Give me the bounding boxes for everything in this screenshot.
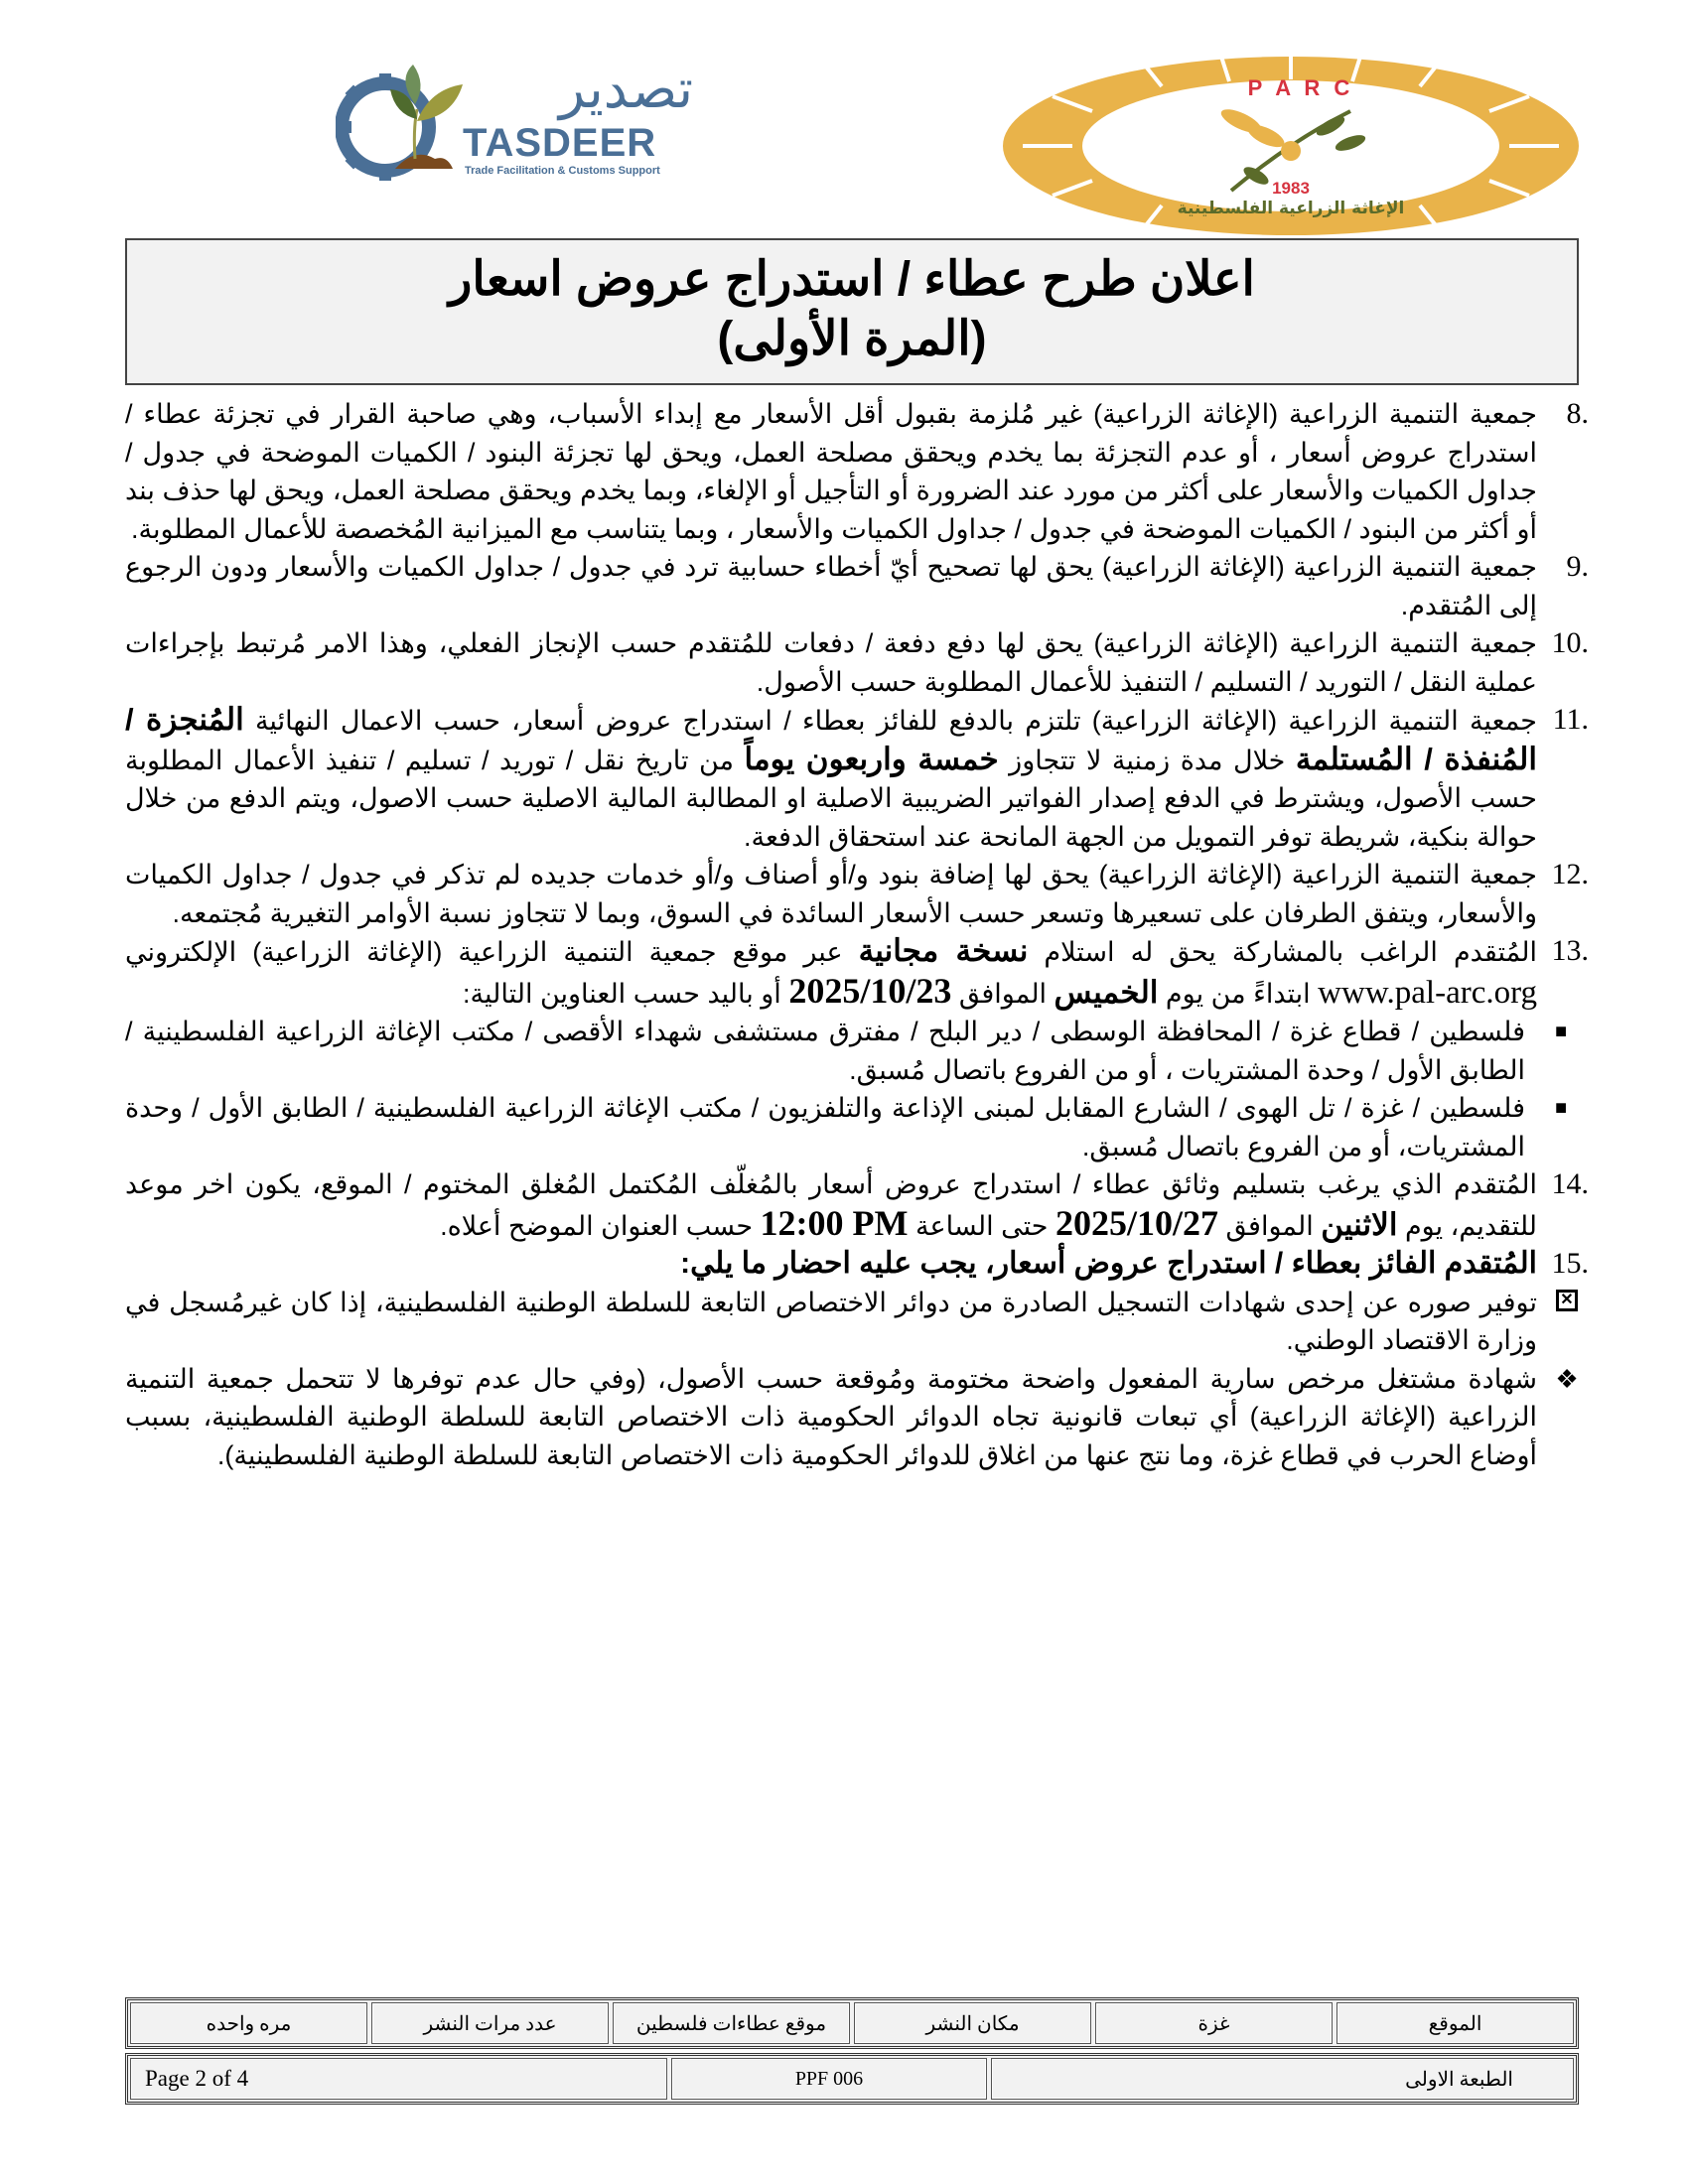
edition-label: الطبعة الاولى	[991, 2058, 1574, 2100]
tasdeer-tagline: Trade Facilitation & Customs Support	[465, 165, 660, 177]
item-text: جمعية التنمية الزراعية (الإغاثة الزراعية) يحق لها تصحيح أيّ أخطاء حسابية ترد في جدول / جداول الكميات والأسعار ودون الرجوع إلى المُتقدم.	[125, 552, 1537, 620]
term-item-12	[125, 856, 1589, 932]
payment-period-emphasis: خمسة واربعون يوماً	[744, 741, 999, 776]
page-title: اعلان طرح عطاء / استدراج عروض اسعار	[449, 253, 1255, 306]
publish-place-label: مكان النشر	[854, 2002, 1091, 2044]
parc-acronym: P A R C	[1247, 75, 1354, 100]
deadline-time: 12:00 PM	[760, 1202, 909, 1243]
text-part: جمعية التنمية الزراعية (الإغاثة الزراعية) تلتزم بالدفع للفائز بعطاء / استدراج عروض أسعار، حسب الاعمال النهائية	[243, 706, 1537, 736]
announcement-terms	[125, 395, 1589, 1474]
address-text: فلسطين / قطاع غزة / المحافظة الوسطى / دير البلح / مفترق مستشفى شهداء الأقصى / مكتب الإغاثة الزراعية الفلسطينية / الطابق الأول / وحدة المشتريات ، أو من الفروع باتصال مُسبق.	[125, 1017, 1525, 1085]
square-bullet-icon: ■	[1554, 1097, 1568, 1119]
parc-year: 1983	[1272, 179, 1310, 198]
announcement-title-box	[125, 238, 1579, 385]
item-number: 13.	[1551, 934, 1589, 967]
item-number: 15.	[1551, 1247, 1589, 1280]
address-item	[125, 1089, 1589, 1165]
tasdeer-logo	[336, 60, 703, 189]
term-item-15	[125, 1245, 1589, 1284]
text-part: حتى الساعة	[908, 1210, 1055, 1241]
publish-place-value: موقع عطاءات فلسطين	[613, 2002, 850, 2044]
item-number: 8.	[1566, 397, 1589, 430]
square-bullet-icon: ■	[1554, 1021, 1568, 1042]
item-text: جمعية التنمية الزراعية (الإغاثة الزراعية) يحق لها إضافة بنود و/أو أصناف و/أو خدمات جديده لم تذكر في جدول / جداول الكميات والأسعار، ويتفق الطرفان على تسعيرها وتسعر حسب الأسعار السائدة في السوق، وبما لا تتجاوز نسبة الأوامر التغيرية مُجتمعه.	[125, 860, 1537, 928]
item-text	[125, 1165, 1545, 1245]
start-day: الخميس	[1054, 974, 1159, 1010]
document-info-table	[125, 2053, 1579, 2105]
term-item-11	[125, 701, 1589, 856]
text-part: المُتقدم الراغب بالمشاركة يحق له استلام	[1028, 937, 1537, 967]
parc-logo	[993, 52, 1589, 240]
publish-count-value: مره واحده	[130, 2002, 367, 2044]
item-number: 9.	[1566, 550, 1589, 583]
location-value: غزة	[1095, 2002, 1333, 2044]
term-item-10	[125, 624, 1589, 701]
form-code: PPF 006	[671, 2058, 986, 2100]
item-text	[125, 701, 1545, 856]
website-link[interactable]: www.pal-arc.org	[1318, 974, 1537, 1011]
tasdeer-english-name: TASDEER	[463, 121, 657, 165]
publish-count-label: عدد مرات النشر	[371, 2002, 609, 2044]
text-part: أو باليد حسب العناوين التالية:	[463, 978, 789, 1009]
term-item-9	[125, 548, 1589, 624]
page-subtitle: (المرة الأولى)	[717, 313, 987, 365]
requirement-item	[125, 1284, 1589, 1360]
text-part: من تاريخ نقل / توريد / تسليم / تنفيذ الأعمال المطلوبة حسب الأصول، ويشترط في الدفع إصدار الفواتير الضريبية الاصلية او المطالبة المالية الاصلية حسب الاصول، ويتم الدفع من خلال حوالة بنكية، شريطة توفر التمويل من الجهة المانحة عند استحقاق الدفعة.	[125, 745, 1537, 852]
text-part: حسب العنوان الموضح أعلاه.	[440, 1210, 761, 1241]
item-text: جمعية التنمية الزراعية (الإغاثة الزراعية) غير مُلزمة بقبول أقل الأسعار مع إبداء الأسباب، وهي صاحبة القرار في تجزئة عطاء / استدراج عروض أسعار ، أو عدم التجزئة بما يخدم ويحقق مصلحة العمل، ويحق لها تجزئة البنود / الكميات الموضحة في جدول / جداول الكميات والأسعار على أكثر من مورد عند الضرورة أو التأجيل أو الإلغاء، وبما يخدم ويحقق مصلحة العمل، ويحق لها حذف بند أو أكثر من البنود / الكميات الموضحة في جدول / جداول الكميات والأسعار ، وبما يتناسب مع الميزانية المُخصصة للأعمال المطلوبة.	[125, 399, 1537, 544]
page-number: Page 2 of 4	[130, 2058, 667, 2100]
text-part: عبر موقع جمعية التنمية الزراعية (الإغاثة الزراعية) الإلكتروني	[125, 937, 859, 967]
text-part: ابتداءً من يوم	[1158, 978, 1319, 1009]
completed-works-emphasis: المُنجزة / المُنفذة / المُستلمة	[125, 702, 1537, 776]
address-text: فلسطين / غزة / تل الهوى / الشارع المقابل لمبنى الإذاعة والتلفزيون / مكتب الإغاثة الزراعية الفلسطينية / الطابق الأول / وحدة المشتريات، أو من الفروع باتصال مُسبق.	[125, 1093, 1525, 1161]
requirement-text: توفير صوره عن إحدى شهادات التسجيل الصادرة من دوائر الاختصاص التابعة للسلطة الوطنية الفلسطينية، إذا كان غيرمُسجل في وزارة الاقتصاد الوطني.	[125, 1287, 1537, 1355]
start-date: 2025/10/23	[788, 970, 952, 1011]
text-part: خلال مدة زمنية لا تتجاوز	[998, 745, 1296, 775]
item-number: 11.	[1552, 703, 1589, 736]
publication-info-table	[125, 1997, 1579, 2049]
requirement-item	[125, 1360, 1589, 1475]
diamond-bullet-icon: ❖	[1555, 1363, 1579, 1394]
text-part: الموافق	[951, 978, 1055, 1009]
deadline-date: 2025/10/27	[1055, 1202, 1219, 1243]
parc-arabic-name: الإغاثة الزراعية الفلسطينية	[1177, 199, 1405, 218]
item-text: جمعية التنمية الزراعية (الإغاثة الزراعية) يحق لها دفع دفعة / دفعات للمُتقدم حسب الإنجاز الفعلي، وهذا الامر مُرتبط بإجراءات عملية النقل / التوريد / التسليم / التنفيذ للأعمال المطلوبة حسب الأصول.	[125, 628, 1537, 697]
winner-requirements-heading: المُتقدم الفائز بعطاء / استدراج عروض أسعار، يجب عليه احضار ما يلي:	[680, 1247, 1537, 1280]
item-number: 12.	[1551, 858, 1589, 890]
free-copy-emphasis: نسخة مجانية	[858, 933, 1029, 968]
text-part: المُتقدم الذي يرغب بتسليم وثائق عطاء / استدراج عروض أسعار بالمُغلّف المُكتمل المُغلق المختوم / الموقع، يكون اخر موعد للتقديم، يوم	[125, 1169, 1537, 1241]
term-item-14	[125, 1165, 1589, 1245]
deadline-day: الاثنين	[1321, 1206, 1398, 1242]
item-number: 14.	[1551, 1167, 1589, 1200]
requirement-text: شهادة مشتغل مرخص سارية المفعول واضحة مختومة ومُوقعة حسب الأصول، (وفي حال عدم توفرها لا تتحمل جمعية التنمية الزراعية (الإغاثة الزراعية) أي تبعات قانونية تجاه الدوائر الحكومية ذات الاختصاص التابعة للسلطة الوطنية الفلسطينية، بسبب أوضاع الحرب في قطاع غزة، وما نتج عنها من اغلاق للدوائر الحكومية ذات الاختصاص التابعة للسلطة الوطنية الفلسطينية).	[125, 1363, 1537, 1470]
tasdeer-arabic-name: تصدير	[558, 58, 693, 120]
item-number: 10.	[1551, 626, 1589, 659]
location-label: الموقع	[1336, 2002, 1574, 2044]
address-item	[125, 1013, 1589, 1089]
item-text	[125, 932, 1545, 1013]
text-part: الموافق	[1218, 1210, 1322, 1241]
checkbox-x-icon: ✕	[1556, 1290, 1578, 1311]
term-item-8	[125, 395, 1589, 548]
term-item-13	[125, 932, 1589, 1013]
